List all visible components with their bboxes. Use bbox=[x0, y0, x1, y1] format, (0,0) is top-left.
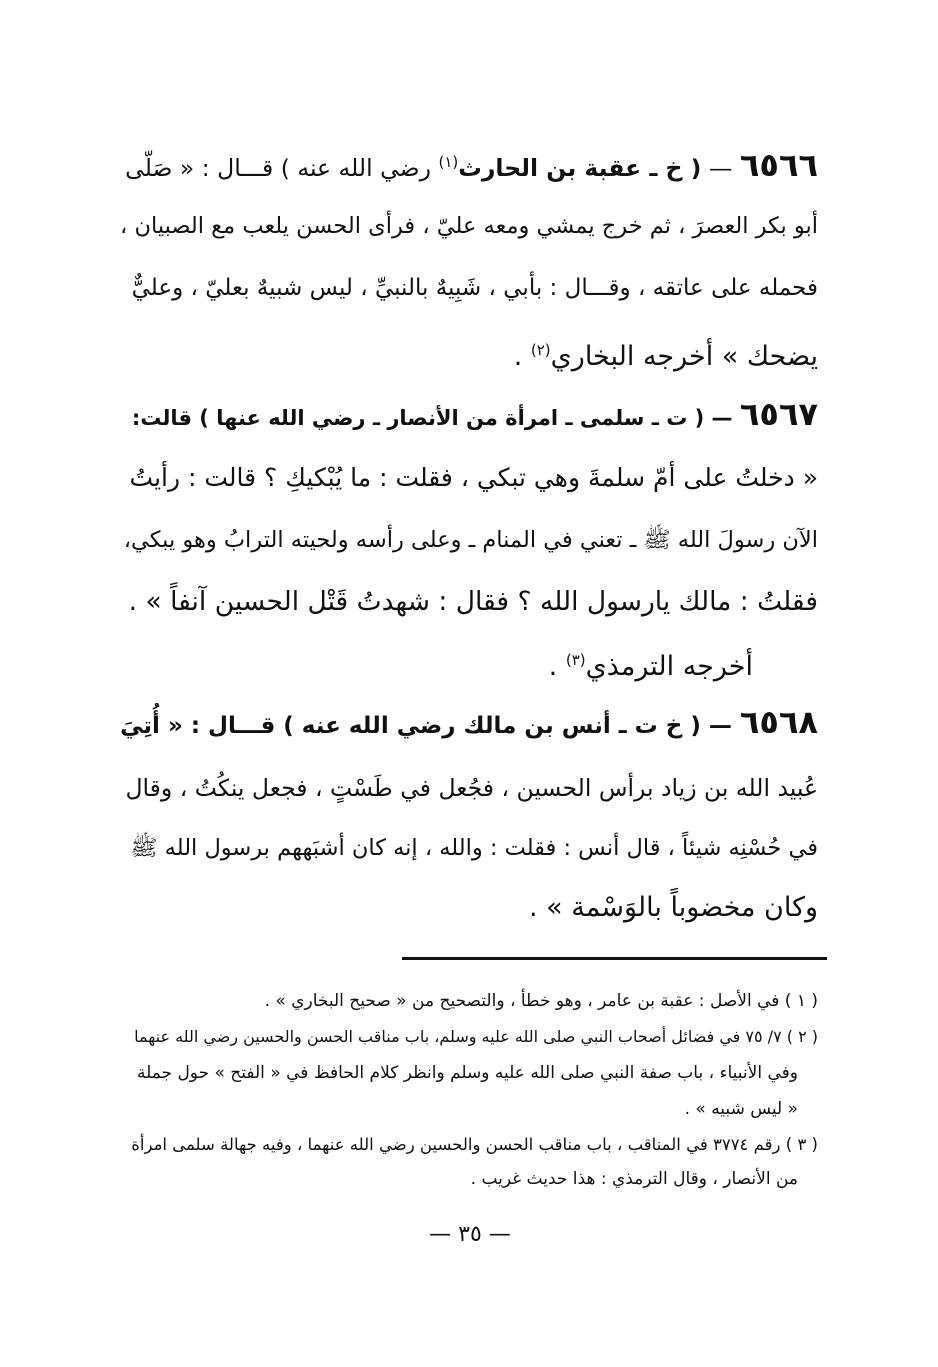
hadith-6566-line-4: يضحك » أخرجه البخاري$^{(٢)}$ . bbox=[513, 341, 818, 372]
hadith-6566-line-2: أبو بكر العصرَ ، ثم خرج يمشي ومعه عليّ ، فرأى الحسن يلعب مع الصبيان ، bbox=[120, 213, 818, 239]
footnote-2-line-1: ( ٢ ) ٧/ ٧٥ في فضائل أصحاب النبي صلى الله عليه وسلم، باب مناقب الحسن والحسين رضي الله عنهما bbox=[134, 1027, 818, 1046]
hadith-number: ٦٥٦٦ bbox=[739, 145, 818, 184]
hadith-6568-line-2: عُبيد الله بن زياد برأس الحسين ، فجُعل في طَسْتٍ ، فجعل ينكُتُ ، وقال bbox=[125, 774, 818, 802]
hadith-6567-line-1 bbox=[132, 394, 818, 438]
hadith-6566-line-1: ٦٥٦٦ — ( خ ـ عقبة بن الحارث$^{(١)}$ رضي الله عنه ) قـــال : « صَلّى bbox=[125, 145, 818, 184]
footnote-separator bbox=[402, 957, 827, 960]
hadith-number: ٦٥٦٧ bbox=[739, 395, 818, 433]
hadith-6567-line-2: « دخلتُ على أمّ سلمةَ وهي تبكي ، فقلت : ما يُبْكيكِ ؟ قالت : رأيتُ bbox=[129, 463, 818, 492]
hadith-source: — ( خ ت ـ أنس بن مالك رضي الله عنه ) قـــال : « أُتِيَ bbox=[120, 713, 740, 739]
page-number: — ٣٥ — bbox=[429, 1222, 511, 1247]
hadith-6567-line-3: الآن رسولَ الله ﷺ ـ تعني في المنام ـ وعلى رأسه ولحيته الترابُ وهو يبكي، bbox=[123, 527, 818, 553]
hadith-6566-line-3: فحمله على عاتقه ، وقـــال : بأبي ، شَبِيهٌ بالنبيِّ ، ليس شبيهٌ بعليّ ، وعليٌّ bbox=[131, 275, 818, 301]
hadith-number: ٦٥٦٨ bbox=[739, 703, 818, 741]
hadith-6567-line-5: أخرجه الترمذي$^{(٣)}$ . bbox=[548, 651, 753, 682]
footnote-1: ( ١ ) في الأصل : عقبة بن عامر ، وهو خطأ ، والتصحيح من « صحيح البخاري » . bbox=[264, 991, 818, 1011]
footnote-ref: (٣) bbox=[565, 651, 586, 669]
hadith-6567-line-4: فقلتُ : مالك يارسول الله ؟ فقال : شهدتُ قَتْل الحسين آنفاً » . bbox=[128, 586, 818, 617]
hadith-6568-line-1 bbox=[120, 702, 818, 746]
hadith-source: ( خ ـ عقبة بن الحارث bbox=[458, 153, 702, 182]
footnote-3-line-1: ( ٣ ) رقم ٣٧٧٤ في المناقب ، باب مناقب الحسن والحسين رضي الله عنهما ، وفيه جهالة سلمى امرأة bbox=[131, 1135, 818, 1154]
footnote-2-line-2: وفي الأنبياء ، باب صفة النبي صلى الله عليه وسلم وانظر كلام الحافظ في « الفتح » حول جملة bbox=[136, 1063, 798, 1083]
footnote-ref: (٢) bbox=[530, 341, 551, 359]
footnote-ref: (١) bbox=[438, 153, 459, 171]
hadith-6568-line-3: في حُسْنِه شيئاً ، قال أنس : فقلت : والله ، إنه كان أشبَههم برسول الله ﷺ bbox=[130, 835, 818, 861]
footnote-2-line-3: « ليس شبيه » . bbox=[684, 1099, 798, 1119]
hadith-6568-line-4: وكان مخضوباً بالوَسْمة » . bbox=[529, 892, 818, 923]
hadith-source: — ( ت ـ سلمى ـ امرأة من الأنصار ـ رضي الله عنها ) قالت: bbox=[131, 406, 740, 430]
footnote-3-line-2: من الأنصار ، وقال الترمذي : هذا حديث غريب . bbox=[470, 1169, 798, 1189]
